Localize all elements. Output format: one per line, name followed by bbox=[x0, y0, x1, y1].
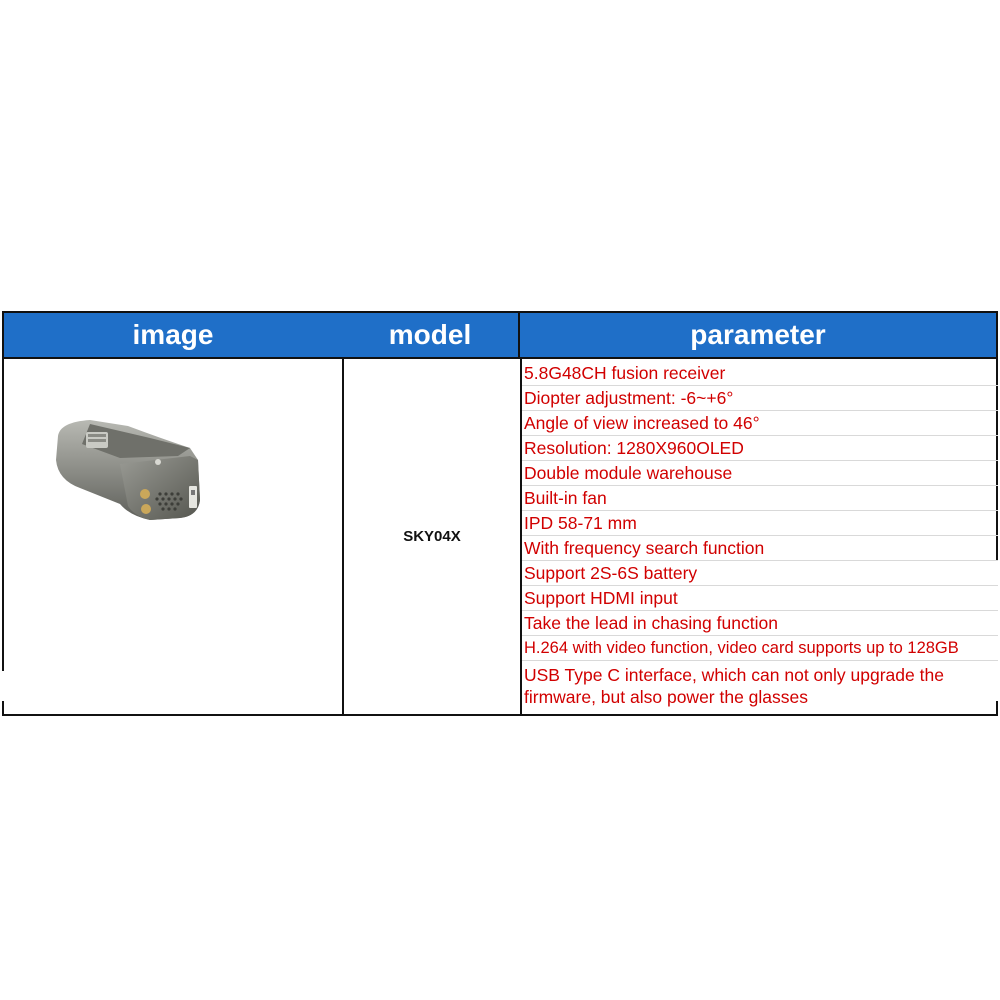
param-item: Support 2S-6S battery bbox=[522, 561, 998, 586]
parameter-list bbox=[522, 361, 998, 708]
header-parameter: parameter bbox=[520, 311, 998, 359]
param-item: H.264 with video function, video card supports up to 128GB bbox=[522, 636, 998, 661]
param-item: Support HDMI input bbox=[522, 586, 998, 611]
param-item: USB Type C interface, which can not only upgrade the firmware, but also power the glasses bbox=[524, 665, 944, 707]
header-model: model bbox=[342, 311, 520, 359]
param-item: With frequency search function bbox=[522, 536, 998, 561]
param-item: Built-in fan bbox=[522, 486, 998, 511]
param-item: 5.8G48CH fusion receiver bbox=[522, 361, 998, 386]
param-item: Double module warehouse bbox=[522, 461, 998, 486]
border-left-lower bbox=[2, 701, 4, 716]
fpv-goggles-icon bbox=[50, 408, 220, 528]
model-name: SKY04X bbox=[403, 528, 461, 545]
param-item: Diopter adjustment: -6~+6° bbox=[522, 386, 998, 411]
param-item: IPD 58-71 mm bbox=[522, 511, 998, 536]
border-left bbox=[2, 359, 4, 671]
param-item: Resolution: 1280X960OLED bbox=[522, 436, 998, 461]
border-bottom bbox=[2, 714, 998, 716]
param-item: Take the lead in chasing function bbox=[522, 611, 998, 636]
header-image: image bbox=[2, 311, 344, 359]
param-item: Angle of view increased to 46° bbox=[522, 411, 998, 436]
